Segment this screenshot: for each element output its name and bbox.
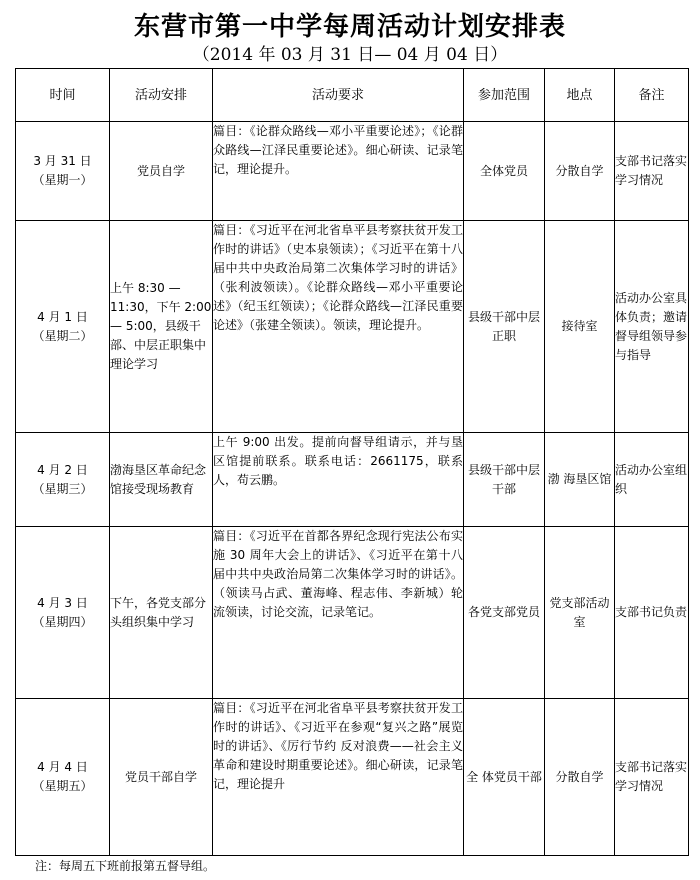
weekday-text: （星期三） bbox=[32, 481, 93, 496]
header-remark: 备注 bbox=[615, 69, 689, 122]
requirement-cell: 篇目：《习近平在河北省阜平县考察扶贫开发工作时的讲话》（史本泉领读）；《习近平在第十八届中共中央政治局第二次集体学习时的讲话》（张利波领读）。《论群众路线—邓小平重要论述》（纪玉红领读）；《论群众路线—江泽民重要论述》（张建全领读）。领读，理论提升。 bbox=[213, 221, 464, 433]
requirement-cell: 篇目：《习近平在河北省阜平县考察扶贫开发工作时的讲话》、《习近平在参观“复兴之路”展览时的讲话》、《厉行节约 反对浪费——社会主义革命和建设时期重要论述》。细心研读，记录笔记，理论提升 bbox=[213, 699, 464, 856]
place-cell: 党支部活动室 bbox=[545, 527, 615, 699]
time-cell bbox=[16, 699, 110, 856]
scope-cell: 全体党员 bbox=[464, 122, 545, 221]
requirement-cell: 篇目：《习近平在首都各界纪念现行宪法公布实施 30 周年大会上的讲话》、《习近平在第十八届中共中央政治局第二次集体学习时的讲话》。（领读马占武、董海峰、程志伟、李新城）轮流领读，讨论交流，记录笔记。 bbox=[213, 527, 464, 699]
remark-cell: 支部书记落实学习情况 bbox=[615, 122, 689, 221]
scope-cell: 全 体党员干部 bbox=[464, 699, 545, 856]
table-row bbox=[16, 433, 689, 527]
activity-plan-table bbox=[15, 68, 689, 856]
table-row bbox=[16, 221, 689, 433]
page-title: 东营市第一中学每周活动计划安排表 bbox=[133, 12, 566, 42]
time-cell bbox=[16, 527, 110, 699]
date-text: 3 月 31 日 bbox=[33, 154, 92, 168]
table-row bbox=[16, 699, 689, 856]
table-row bbox=[16, 527, 689, 699]
place-cell: 分散自学 bbox=[545, 122, 615, 221]
header-place: 地点 bbox=[545, 69, 615, 122]
remark-cell: 支部书记负责 bbox=[615, 527, 689, 699]
weekday-text: （星期一） bbox=[32, 173, 93, 187]
activity-cell: 下午，各党支部分头组织集中学习 bbox=[110, 527, 213, 699]
date-range-subtitle: （2014 年 03 月 31 日— 04 月 04 日） bbox=[192, 45, 508, 65]
activity-cell: 党员干部自学 bbox=[110, 699, 213, 856]
table-header-row bbox=[16, 69, 689, 122]
date-text: 4 月 2 日 bbox=[37, 462, 88, 477]
scope-cell: 各党支部党员 bbox=[464, 527, 545, 699]
remark-cell: 活动办公室具体负责；邀请督导组领导参与指导 bbox=[615, 221, 689, 433]
date-text: 4 月 3 日 bbox=[37, 595, 88, 610]
weekday-text: （星期二） bbox=[32, 328, 93, 343]
header-activity: 活动安排 bbox=[110, 69, 213, 122]
activity-cell: 党员自学 bbox=[110, 122, 213, 221]
time-cell bbox=[16, 221, 110, 433]
date-text: 4 月 4 日 bbox=[37, 760, 88, 774]
remark-cell: 活动办公室组织 bbox=[615, 433, 689, 527]
activity-cell: 上午 8:30 — 11:30，下午 2:00 — 5:00，县级干部、中层正职集中理论学习 bbox=[110, 221, 213, 433]
requirement-cell: 篇目：《论群众路线—邓小平重要论述》；《论群众路线—江泽民重要论述》。细心研读、记录笔记，理论提升。 bbox=[213, 122, 464, 221]
remark-cell: 支部书记落实学习情况 bbox=[615, 699, 689, 856]
weekday-text: （星期五） bbox=[32, 779, 93, 793]
activity-cell: 渤海垦区革命纪念馆接受现场教育 bbox=[110, 433, 213, 527]
header-requirement: 活动要求 bbox=[213, 69, 464, 122]
date-text: 4 月 1 日 bbox=[37, 309, 88, 324]
header-scope: 参加范围 bbox=[464, 69, 545, 122]
place-cell: 分散自学 bbox=[545, 699, 615, 856]
footnote: 注：每周五下班前报第五督导组。 bbox=[35, 859, 216, 873]
time-cell bbox=[16, 433, 110, 527]
header-time: 时间 bbox=[16, 69, 110, 122]
weekday-text: （星期四） bbox=[32, 614, 93, 629]
requirement-cell: 上午 9:00 出发。提前向督导组请示，并与垦区馆提前联系。联系电话：2661175，联系人，苟云鹏。 bbox=[213, 433, 464, 527]
scope-cell: 县级干部中层干部 bbox=[464, 433, 545, 527]
scope-cell: 县级干部中层正职 bbox=[464, 221, 545, 433]
place-cell: 渤 海垦区馆 bbox=[545, 433, 615, 527]
table-row bbox=[16, 122, 689, 221]
time-cell bbox=[16, 122, 110, 221]
place-cell: 接待室 bbox=[545, 221, 615, 433]
